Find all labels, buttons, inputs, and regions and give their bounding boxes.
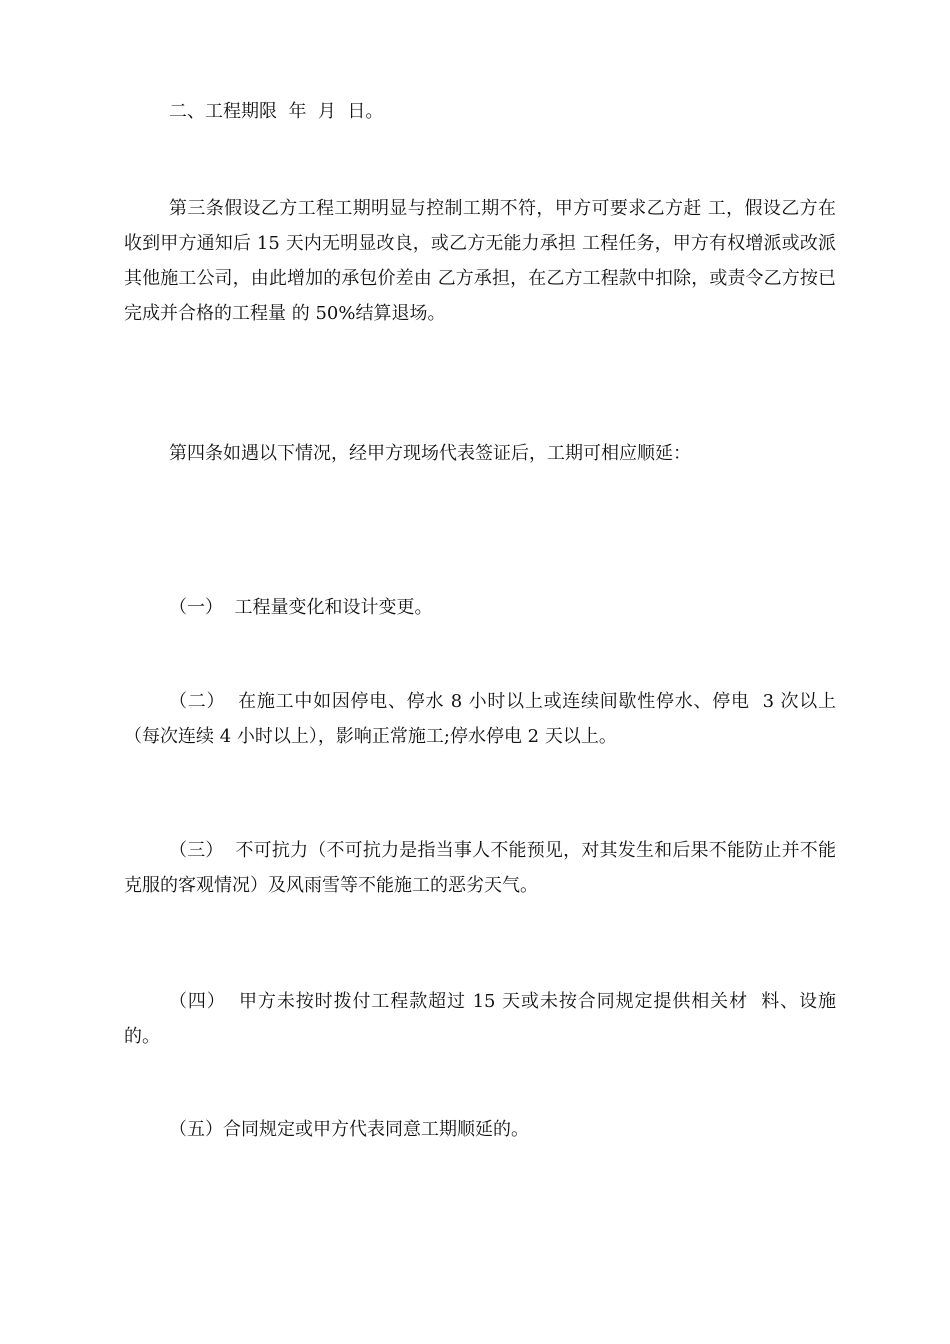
item-2: （二） 在施工中如因停电、停水 8 小时以上或连续间歇性停水、停电 3 次以上（每次连续 4 小时以上），影响正常施工;停水停电 2 天以上。 [124, 691, 836, 747]
item-5: （五）合同规定或甲方代表同意工期顺延的。 [169, 1119, 529, 1140]
article-4: 第四条如遇以下情况，经甲方现场代表签证后，工期可相应顺延： [169, 443, 691, 464]
section-period: 二、工程期限 年 月 日。 [169, 101, 384, 122]
article-3: 第三条假设乙方工程工期明显与控制工期不符，甲方可要求乙方赶 工，假设乙方在收到甲方通知后 15 天内无明显改良，或乙方无能力承担 工程任务，甲方有权增派或改派其他施工公司，由此增加的承包价差由 乙方承担，在乙方工程款中扣除，或责令乙方按已完成并合格的工程量 的 50%结算退场。 [124, 198, 836, 324]
item-3: （三） 不可抗力（不可抗力是指当事人不能预见，对其发生和后果不能防止并不能克服的客观情况）及风雨雪等不能施工的恶劣天气。 [124, 840, 836, 896]
item-4: （四） 甲方未按时拨付工程款超过 15 天或未按合同规定提供相关材 料、设施的。 [124, 991, 836, 1047]
item-1: （一） 工程量变化和设计变更。 [169, 597, 433, 618]
